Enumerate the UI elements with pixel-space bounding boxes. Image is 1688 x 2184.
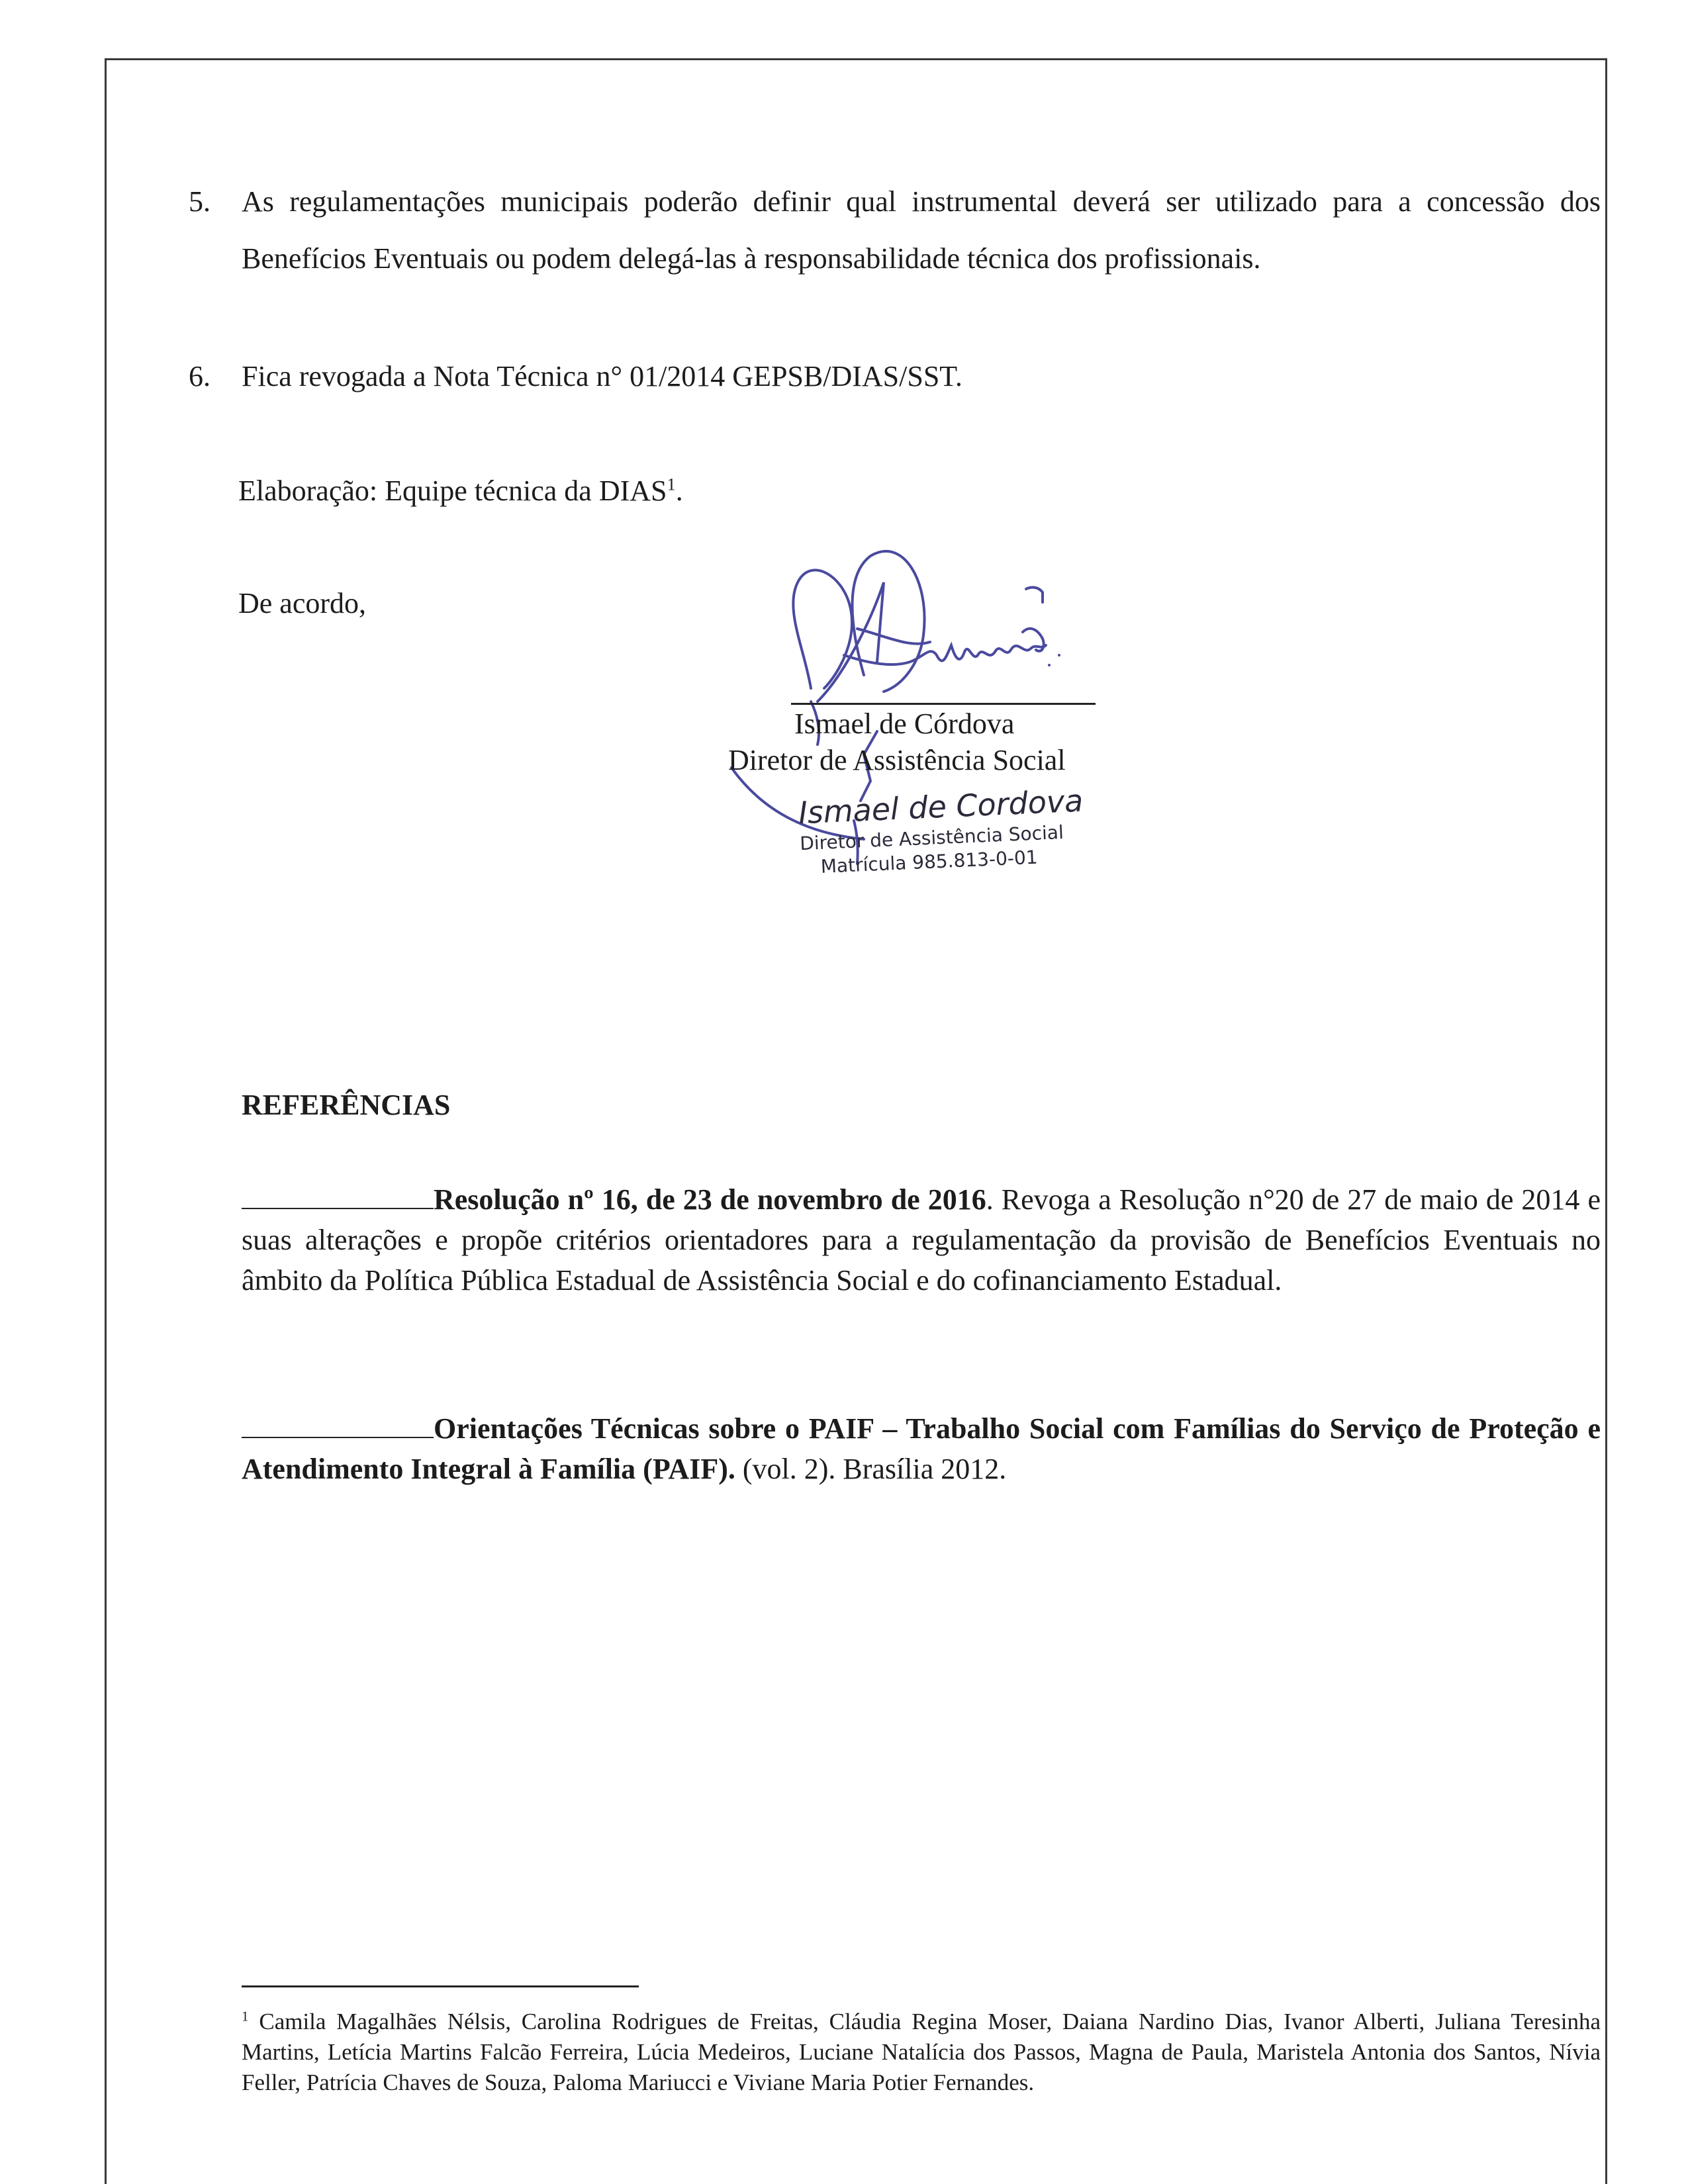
footnote-text: Camila Magalhães Nélsis, Carolina Rodrigues de Freitas, Cláudia Regina Moser, Daiana Nardino Dias, Ivanor Alberti, Juliana Teresinha Martins, Letícia Martins Falcão Ferreira, Lúcia Medeiros, Luciane Natalícia dos Passos, Magna de Paula, Maristela Antonia dos Santos, Nívia Feller, Patrícia Chaves de Souza, Paloma Mariucci e Viviane Maria Potier Fernandes. bbox=[242, 2009, 1601, 2095]
page-frame-right-border bbox=[1605, 58, 1607, 2184]
stamp-registration: Matrícula 985.813-0-01 bbox=[820, 846, 1039, 878]
page-frame-left-border bbox=[105, 58, 107, 2184]
elaboracao-text: Elaboração: Equipe técnica da DIAS bbox=[238, 475, 667, 507]
reference-entry bbox=[242, 1179, 1601, 1300]
page-frame-top-border bbox=[105, 58, 1607, 60]
references-heading: REFERÊNCIAS bbox=[242, 1089, 451, 1121]
list-item-6 bbox=[189, 348, 1601, 405]
reference-author-blank bbox=[242, 1184, 434, 1209]
list-item-5 bbox=[189, 173, 1601, 287]
footnote bbox=[242, 2007, 1601, 2098]
reference-bold-title: Resolução nº 16, de 23 de novembro de 2016 bbox=[434, 1183, 986, 1216]
list-item-number: 6. bbox=[189, 360, 211, 392]
signature-block bbox=[712, 503, 1122, 900]
footnote-reference-mark: 1 bbox=[667, 474, 676, 494]
signatory-name: Ismael de Córdova bbox=[794, 707, 1015, 740]
footnote-mark: 1 bbox=[242, 2008, 249, 2025]
elaboracao-end: . bbox=[675, 475, 683, 507]
reference-entry bbox=[242, 1408, 1601, 1489]
reference-description: . Revoga a Resolução n°20 de 27 de maio de 2014 e suas alterações e propõe critérios orientadores para a regulamentação da provisão de Benefícios Eventuais no âmbito da Política Pública Estadual de Assistência Social e do cofinanciamento Estadual. bbox=[242, 1183, 1601, 1297]
list-item-text: Fica revogada a Nota Técnica n° 01/2014 GEPSB/DIAS/SST. bbox=[242, 360, 962, 392]
stamp-name: Ismael de Cordova bbox=[798, 782, 1084, 831]
list-item-text: As regulamentações municipais poderão definir qual instrumental deverá ser utilizado para a concessão dos Benefícios Eventuais ou podem delegá-las à responsabilidade técnica dos profissionais. bbox=[242, 185, 1601, 275]
stamp-role: Diretor de Assistência Social bbox=[799, 821, 1064, 855]
footnote-separator bbox=[242, 1985, 639, 1987]
reference-bold-title: Orientações Técnicas sobre o PAIF – Trabalho Social com Famílias do Serviço de Proteção e Atendimento Integral à Família (PAIF). bbox=[242, 1412, 1601, 1485]
list-item-number: 5. bbox=[189, 185, 211, 218]
official-stamp bbox=[788, 782, 1086, 880]
signatory-title: Diretor de Assistência Social bbox=[728, 744, 1066, 776]
reference-author-blank bbox=[242, 1413, 434, 1438]
agreement-text: De acordo, bbox=[238, 587, 367, 619]
reference-description: (vol. 2). Brasília 2012. bbox=[735, 1453, 1007, 1485]
elaboracao-line bbox=[238, 462, 683, 520]
